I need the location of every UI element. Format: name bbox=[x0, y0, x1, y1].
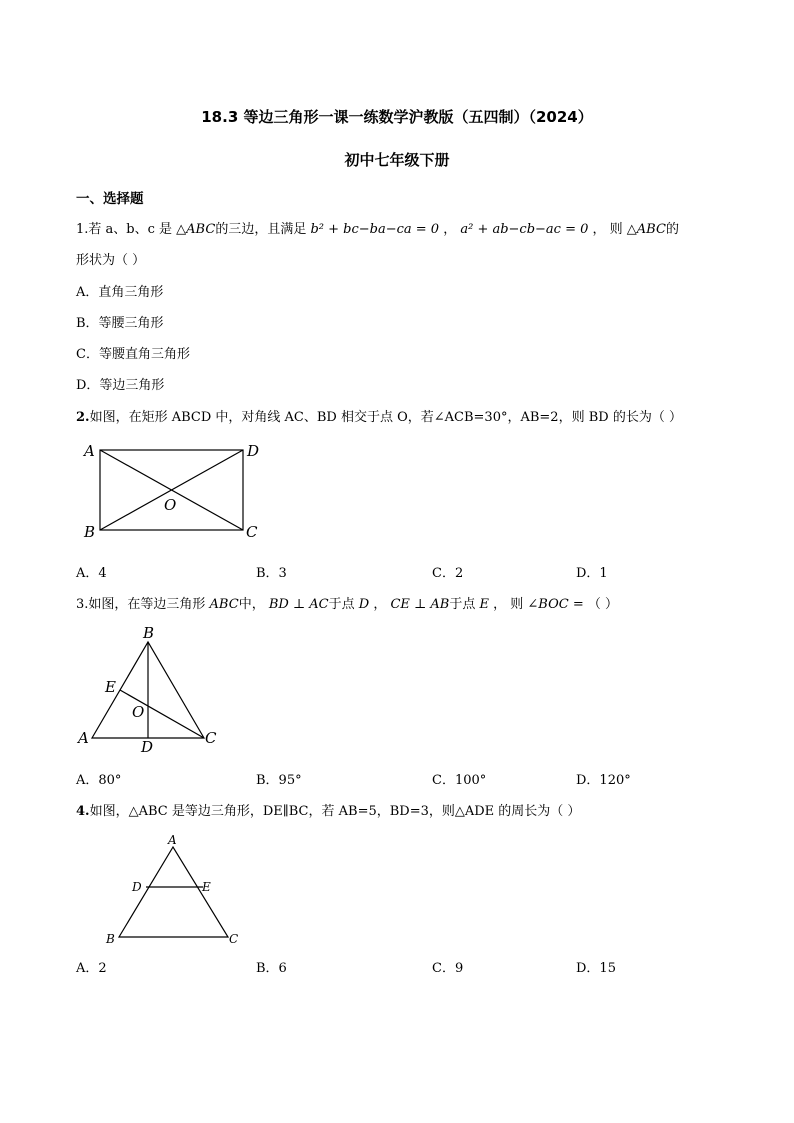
question-3-text bbox=[76, 593, 618, 612]
question-2-text bbox=[76, 406, 682, 425]
rectangle-figure bbox=[80, 438, 270, 546]
label-c: C bbox=[229, 932, 239, 946]
option-c[interactable]: C．2 bbox=[432, 566, 464, 581]
label-a: A bbox=[168, 833, 177, 847]
math-expression: CE ⊥ AB bbox=[390, 597, 450, 612]
label-b: B bbox=[106, 932, 115, 946]
label-a: A bbox=[78, 729, 89, 747]
option-d[interactable]: D．120° bbox=[576, 773, 631, 788]
page-subtitle: 初中七年级下册 bbox=[344, 151, 450, 169]
math-expression: ABC bbox=[209, 597, 239, 612]
label-o: O bbox=[132, 703, 145, 721]
question-text: 如图，在矩形 ABCD 中，对角线 AC、BD 相交于点 O，若∠ACB=30°，AB=2，则 BD 的长为（ ） bbox=[89, 410, 682, 425]
math-expression: BD ⊥ AC bbox=[268, 597, 329, 612]
question-4-text bbox=[76, 800, 580, 819]
label-c: C bbox=[246, 523, 258, 541]
math-expression: ∠BOC = bbox=[527, 597, 588, 612]
question-text: 的 bbox=[665, 222, 679, 237]
triangle-de-figure bbox=[100, 830, 250, 950]
question-text: 如图，△ABC 是等边三角形，DE∥BC，若 AB=5，BD=3，则△ADE 的周长为（ ） bbox=[89, 804, 581, 819]
question-number: 3. bbox=[76, 597, 89, 612]
question-text: ， 则 bbox=[489, 597, 528, 612]
math-expression: △ABC bbox=[176, 222, 216, 237]
question-text: 的三边，且满足 bbox=[215, 222, 311, 237]
label-d: D bbox=[132, 880, 142, 894]
math-expression: D bbox=[358, 597, 370, 612]
question-text: 若 a、b、c 是 bbox=[88, 222, 177, 237]
page-title: 18.3 等边三角形一课一练数学沪教版（五四制）（2024） bbox=[201, 108, 593, 126]
question-number: 1. bbox=[76, 222, 89, 237]
label-b: B bbox=[143, 624, 155, 642]
option-a[interactable]: A．80° bbox=[76, 773, 122, 788]
option-a[interactable]: A．直角三角形 bbox=[76, 285, 164, 300]
question-text: ， bbox=[439, 222, 461, 237]
math-expression: a² + ab−cb−ac = 0 bbox=[460, 222, 589, 237]
question-text: ， bbox=[369, 597, 391, 612]
label-o: O bbox=[164, 496, 177, 514]
math-expression: b² + bc−ba−ca = 0 bbox=[310, 222, 440, 237]
question-number: 2. bbox=[76, 410, 90, 425]
math-expression: E bbox=[479, 597, 489, 612]
option-b[interactable]: B．3 bbox=[256, 566, 287, 581]
option-d[interactable]: D．15 bbox=[576, 961, 616, 976]
option-b[interactable]: B．95° bbox=[256, 773, 302, 788]
question-text: 于点 bbox=[328, 597, 359, 612]
label-d: D bbox=[141, 738, 154, 756]
question-1-line-1 bbox=[76, 218, 679, 237]
label-a: A bbox=[84, 442, 95, 460]
option-b[interactable]: B．6 bbox=[256, 961, 287, 976]
label-b: B bbox=[84, 523, 96, 541]
math-expression: △ABC bbox=[626, 222, 666, 237]
label-e: E bbox=[202, 880, 211, 894]
option-a[interactable]: A．4 bbox=[76, 566, 107, 581]
option-d[interactable]: D．等边三角形 bbox=[76, 378, 165, 393]
option-b[interactable]: B．等腰三角形 bbox=[76, 316, 164, 331]
section-heading: 一、选择题 bbox=[76, 191, 144, 207]
label-c: C bbox=[205, 729, 217, 747]
question-text: （ ） bbox=[587, 597, 618, 612]
question-text: 于点 bbox=[449, 597, 480, 612]
triangle-figure bbox=[72, 622, 232, 760]
option-c[interactable]: C．100° bbox=[432, 773, 487, 788]
question-text: 中， bbox=[238, 597, 269, 612]
question-1-line-2: 形状为（ ） bbox=[76, 253, 146, 268]
option-c[interactable]: C．9 bbox=[432, 961, 464, 976]
question-text: 如图，在等边三角形 bbox=[88, 597, 210, 612]
label-e: E bbox=[105, 678, 116, 696]
question-number: 4. bbox=[76, 804, 90, 819]
option-c[interactable]: C．等腰直角三角形 bbox=[76, 347, 190, 362]
label-d: D bbox=[247, 442, 260, 460]
option-d[interactable]: D．1 bbox=[576, 566, 608, 581]
option-a[interactable]: A．2 bbox=[76, 961, 107, 976]
question-text: ， 则 bbox=[588, 222, 627, 237]
